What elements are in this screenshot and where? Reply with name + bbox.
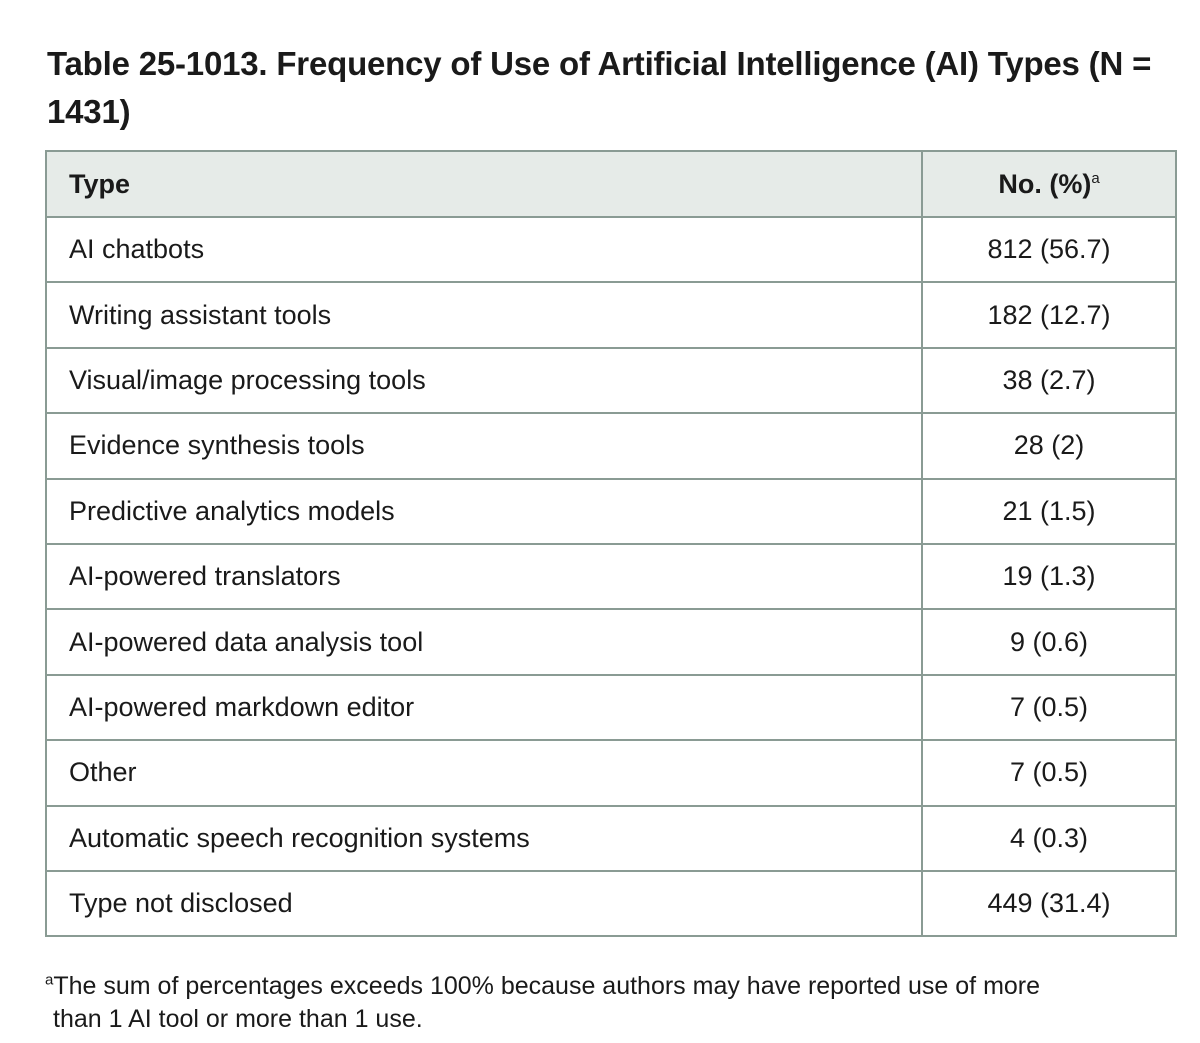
row-type-cell: AI-powered data analysis tool <box>46 609 922 674</box>
table-row <box>46 871 1176 936</box>
table-row <box>46 479 1176 544</box>
column-header-type <box>46 151 922 217</box>
row-type-cell: Writing assistant tools <box>46 282 922 347</box>
row-count-cell: 7 (0.5) <box>922 740 1176 805</box>
row-count-cell: 19 (1.3) <box>922 544 1176 609</box>
table-row <box>46 282 1176 347</box>
footnote-text-1: The sum of percentages exceeds 100% because authors may have reported use of more <box>53 972 1041 1000</box>
row-type-cell: Visual/image processing tools <box>46 348 922 413</box>
column-header-count-label: No. (%) <box>998 168 1092 199</box>
table-row <box>46 413 1176 478</box>
table-row <box>46 609 1176 674</box>
table-row <box>46 544 1176 609</box>
row-count-cell: 7 (0.5) <box>922 675 1176 740</box>
table-row <box>46 217 1176 282</box>
footnote-line-1 <box>45 970 1165 1003</box>
row-type-cell: Predictive analytics models <box>46 479 922 544</box>
row-type-cell: Type not disclosed <box>46 871 922 936</box>
table-row <box>46 740 1176 805</box>
footnote-mark: a <box>45 971 54 989</box>
table-title: Table 25-1013. Frequency of Use of Artificial Intelligence (AI) Types (N = 1431) <box>47 45 1152 130</box>
row-type-cell: AI-powered translators <box>46 544 922 609</box>
row-count-cell: 9 (0.6) <box>922 609 1176 674</box>
row-type-cell: AI-powered markdown editor <box>46 675 922 740</box>
column-header-type-label: Type <box>69 168 131 199</box>
row-count-cell: 182 (12.7) <box>922 282 1176 347</box>
row-type-cell: Evidence synthesis tools <box>46 413 922 478</box>
row-type-cell: Automatic speech recognition systems <box>46 806 922 871</box>
row-count-cell: 28 (2) <box>922 413 1176 478</box>
row-count-cell: 812 (56.7) <box>922 217 1176 282</box>
ai-types-table <box>45 150 1175 937</box>
table-footnote <box>45 970 1165 1036</box>
row-count-cell: 4 (0.3) <box>922 806 1176 871</box>
row-type-cell: Other <box>46 740 922 805</box>
table-body <box>46 217 1176 936</box>
footnote-line-2: than 1 AI tool or more than 1 use. <box>53 1005 423 1033</box>
table-row <box>46 675 1176 740</box>
table-row <box>46 806 1176 871</box>
header-row <box>46 151 1176 217</box>
footnote-marker: a <box>1091 169 1100 187</box>
row-count-cell: 21 (1.5) <box>922 479 1176 544</box>
row-type-cell: AI chatbots <box>46 217 922 282</box>
row-count-cell: 38 (2.7) <box>922 348 1176 413</box>
row-count-cell: 449 (31.4) <box>922 871 1176 936</box>
frequency-table <box>45 150 1177 937</box>
table-row <box>46 348 1176 413</box>
column-header-count <box>922 151 1176 217</box>
